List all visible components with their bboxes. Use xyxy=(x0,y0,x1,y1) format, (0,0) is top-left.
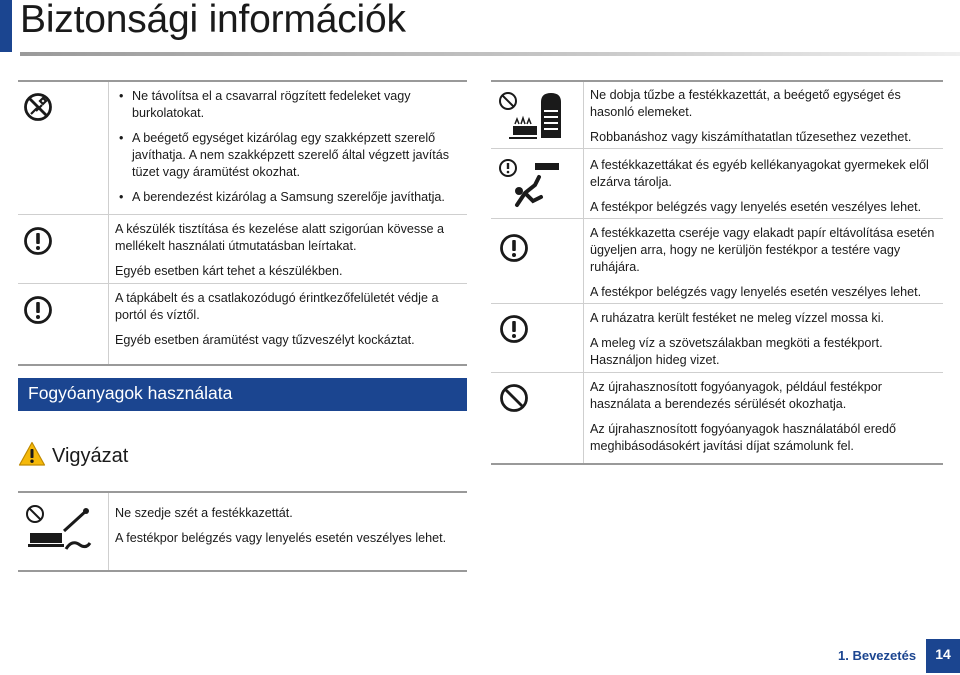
no-disassemble-cartridge-icon xyxy=(24,503,98,553)
caution-label: Vigyázat xyxy=(52,445,129,467)
list-item: • Ne távolítsa el a csavarral rögzített fedeleket vagy burkolatokat. xyxy=(115,88,467,122)
safety-row xyxy=(491,304,943,373)
warning-icon xyxy=(499,314,529,344)
keep-away-children-icon xyxy=(497,157,567,209)
warning-icon xyxy=(499,233,529,263)
safety-text: A festékpor belégzés vagy lenyelés esetén veszélyes lehet. xyxy=(115,531,447,545)
page-number: 14 xyxy=(935,646,951,662)
safety-row xyxy=(18,492,467,571)
safety-text: A tápkábelt és a csatlakozódugó érintkezőfelületét védje a portól és víztől. xyxy=(115,291,439,322)
safety-text: A festékkazettákat és egyéb kellékanyagokat gyermekek elől elzárva tárolja. xyxy=(590,158,929,189)
no-disassemble-icon xyxy=(23,92,53,122)
section-title: Fogyóanyagok használata xyxy=(28,383,233,403)
list-item: • A beégető egységet kizárólag egy szakképzett szerelő javíthatja. A nem szakképzett szerelő által végzett javítás tüzet vagy áramütést okozhat. xyxy=(115,130,467,181)
no-burning-cartridge-icon xyxy=(497,90,567,142)
safety-row xyxy=(491,373,943,465)
footer-chapter-link[interactable]: 1. Bevezetés xyxy=(838,648,917,663)
safety-text: A festékpor belégzés vagy lenyelés esetén veszélyes lehet. xyxy=(590,285,922,299)
safety-text: Az újrahasznosított fogyóanyagok használatából eredő meghibásodásokért javítási díjat számolunk fel. xyxy=(590,422,896,453)
safety-text: Ne dobja tűzbe a festékkazettát, a beégető egységet és hasonló elemeket. xyxy=(590,88,901,119)
bottom-safety-table xyxy=(18,491,467,572)
safety-row xyxy=(18,81,467,215)
safety-text: A festékpor belégzés vagy lenyelés esetén veszélyes lehet. xyxy=(590,200,922,214)
title-accent-bar xyxy=(0,0,12,52)
safety-row xyxy=(18,215,467,284)
safety-row xyxy=(18,284,467,366)
safety-text: A készülék tisztítása és kezelése alatt szigorúan kövesse a mellékelt használati útmutatásban leírtakat. xyxy=(115,222,445,253)
safety-text: Egyéb esetben kárt tehet a készülékben. xyxy=(115,264,343,278)
safety-text: A meleg víz a szövetszálakban megköti a festékport. Használjon hideg vizet. xyxy=(590,336,883,367)
list-item: • A berendezést kizárólag a Samsung szerelője javíthatja. xyxy=(115,189,467,206)
safety-text: A ruházatra került festéket ne meleg vízzel mossa ki. xyxy=(590,311,884,325)
caution-icon xyxy=(18,441,46,467)
safety-row xyxy=(491,219,943,304)
safety-text: Az újrahasznosított fogyóanyagok, például festékpor használata a berendezés sérülését okozhatja. xyxy=(590,380,882,411)
safety-text: Egyéb esetben áramütést vagy tűzveszélyt kockáztat. xyxy=(115,333,415,347)
warning-icon xyxy=(23,226,53,256)
safety-row xyxy=(491,149,943,219)
safety-row xyxy=(491,81,943,149)
page-title: Biztonsági információk xyxy=(20,0,406,41)
left-safety-table xyxy=(18,80,467,366)
safety-text: Robbanáshoz vagy kiszámíthatatlan tűzesethez vezethet. xyxy=(590,130,912,144)
bullet-list xyxy=(115,88,467,206)
title-divider xyxy=(20,52,960,56)
warning-icon xyxy=(23,295,53,325)
prohibited-icon xyxy=(499,383,529,413)
safety-text: Ne szedje szét a festékkazettát. xyxy=(115,506,293,520)
safety-text: A festékkazetta cseréje vagy elakadt papír eltávolítása esetén ügyeljen arra, hogy ne kerüljön festékpor a testére vagy ruhájára. xyxy=(590,226,935,274)
right-safety-table xyxy=(491,80,943,465)
